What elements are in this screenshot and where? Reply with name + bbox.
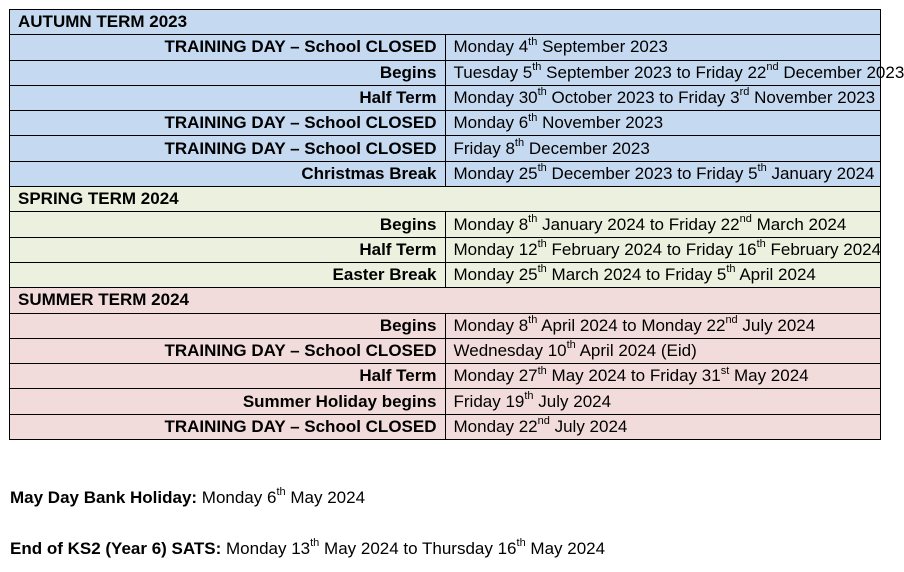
- table-row: [10, 364, 881, 389]
- table-row: [10, 338, 881, 363]
- table-row: [10, 161, 881, 186]
- row-label: TRAINING DAY – School CLOSED: [10, 338, 446, 363]
- row-label: Half Term: [10, 364, 446, 389]
- row-value: Monday 27th May 2024 to Friday 31st May 2024: [445, 364, 881, 389]
- table-row: [10, 136, 881, 161]
- row-value: Monday 8th January 2024 to Friday 22nd March 2024: [445, 212, 881, 237]
- row-value: Monday 4th September 2023: [445, 35, 881, 60]
- row-label: TRAINING DAY – School CLOSED: [10, 35, 446, 60]
- row-label: Begins: [10, 60, 446, 85]
- row-value: Monday 12th February 2024 to Friday 16th February 2024: [445, 237, 881, 262]
- table-row: [10, 237, 881, 262]
- row-label: TRAINING DAY – School CLOSED: [10, 111, 446, 136]
- table-row: [10, 389, 881, 414]
- table-row: [10, 35, 881, 60]
- row-label: Christmas Break: [10, 161, 446, 186]
- term-title: SUMMER TERM 2024: [10, 288, 881, 313]
- row-value: Monday 25th March 2024 to Friday 5th April 2024: [445, 262, 881, 287]
- note-value: Monday 6th May 2024: [197, 486, 366, 507]
- term-header-row: [10, 187, 881, 212]
- row-value: Monday 30th October 2023 to Friday 3rd November 2023: [445, 85, 881, 110]
- term-header-row: [10, 288, 881, 313]
- row-label: TRAINING DAY – School CLOSED: [10, 136, 446, 161]
- row-value: Wednesday 10th April 2024 (Eid): [445, 338, 881, 363]
- may-day-note: [10, 488, 365, 508]
- table-row: [10, 313, 881, 338]
- table-row: [10, 111, 881, 136]
- term-title: SPRING TERM 2024: [10, 187, 881, 212]
- table-row: [10, 262, 881, 287]
- table-row: [10, 60, 881, 85]
- row-label: Half Term: [10, 237, 446, 262]
- term-title: AUTUMN TERM 2023: [10, 10, 881, 35]
- table-row: [10, 85, 881, 110]
- row-value: Monday 8th April 2024 to Monday 22nd July 2024: [445, 313, 881, 338]
- note-label: May Day Bank Holiday:: [10, 488, 198, 507]
- term-header-row: [10, 10, 881, 35]
- row-value: Friday 8th December 2023: [445, 136, 881, 161]
- table-row: [10, 212, 881, 237]
- row-label: Summer Holiday begins: [10, 389, 446, 414]
- table-row: [10, 414, 881, 439]
- note-value: Monday 13th May 2024 to Thursday 16th May 2024: [221, 537, 606, 558]
- row-label: Begins: [10, 212, 446, 237]
- row-value: Monday 25th December 2023 to Friday 5th January 2024: [445, 161, 881, 186]
- row-value: Friday 19th July 2024: [445, 389, 881, 414]
- row-label: Easter Break: [10, 262, 446, 287]
- row-label: TRAINING DAY – School CLOSED: [10, 414, 446, 439]
- term-dates-table: [9, 9, 904, 440]
- row-label: Begins: [10, 313, 446, 338]
- row-label: Half Term: [10, 85, 446, 110]
- row-value: Monday 22nd July 2024: [445, 414, 881, 439]
- note-label: End of KS2 (Year 6) SATS:: [10, 539, 222, 558]
- sats-note: [10, 539, 605, 559]
- row-value: Tuesday 5th September 2023 to Friday 22nd December 2023: [445, 60, 881, 85]
- row-value: Monday 6th November 2023: [445, 111, 881, 136]
